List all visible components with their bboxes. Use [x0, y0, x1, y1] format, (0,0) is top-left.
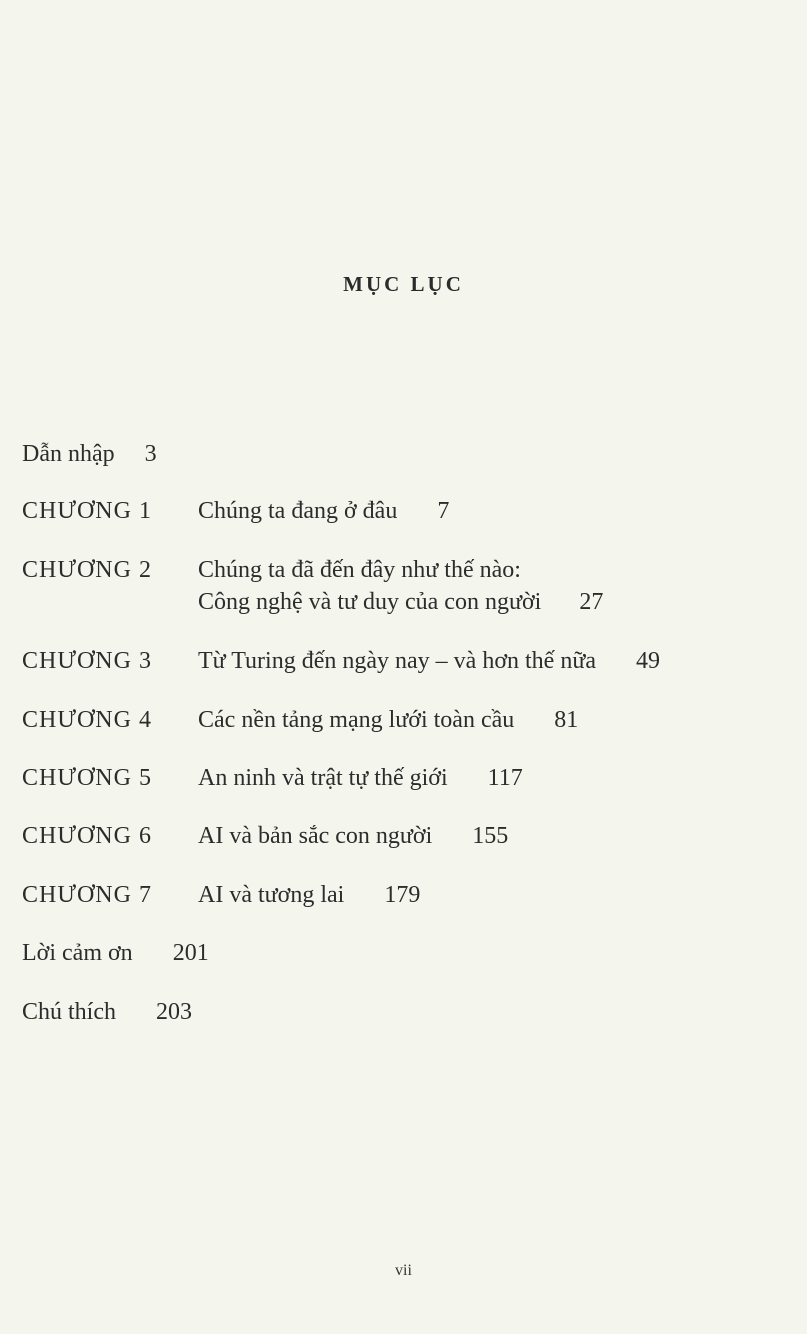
toc-entry-label: Chú thích — [22, 999, 116, 1025]
toc-entry-page: 81 — [554, 707, 579, 733]
chapter-title — [198, 879, 420, 911]
chapter-title — [198, 554, 604, 615]
chapter-label: CHƯƠNG 6 — [22, 823, 152, 849]
chapter-label: CHƯƠNG 1 — [22, 498, 152, 524]
chapter-title-line-1: Chúng ta đã đến đây như thế nào: — [198, 557, 521, 583]
chapter-label: CHƯƠNG 3 — [22, 648, 152, 674]
chapter-title-text: Chúng ta đang ở đâu — [198, 498, 398, 524]
chapter-title — [198, 645, 660, 677]
toc-entry-page: 3 — [144, 441, 157, 467]
toc-entry-page: 27 — [579, 589, 604, 615]
chapter-title-text: AI và bản sắc con người — [198, 823, 433, 849]
toc-entry-page: 201 — [172, 940, 209, 966]
chapter-title-text: AI và tương lai — [198, 882, 345, 908]
toc-entry-page: 7 — [437, 498, 450, 524]
chapter-title-text: Các nền tảng mạng lưới toàn cầu — [198, 707, 515, 733]
page-number: vii — [395, 1262, 412, 1279]
chapter-title — [198, 704, 578, 736]
chapter-title-line-2: Công nghệ và tư duy của con người — [198, 589, 542, 615]
chapter-label: CHƯƠNG 4 — [22, 707, 152, 733]
chapter-title — [198, 820, 508, 852]
chapter-title — [198, 762, 523, 794]
chapter-title-text: Từ Turing đến ngày nay – và hơn thế nữa — [198, 648, 596, 674]
toc-entry-introduction — [22, 438, 157, 470]
toc-entry-page: 117 — [487, 765, 523, 791]
toc-entry-page: 203 — [156, 999, 192, 1025]
chapter-label: CHƯƠNG 2 — [22, 557, 152, 583]
chapter-title-text: An ninh và trật tự thế giới — [198, 765, 448, 791]
chapter-label: CHƯƠNG 5 — [22, 765, 152, 791]
toc-entry-notes — [22, 996, 192, 1028]
toc-entry-acknowledgements — [22, 937, 209, 969]
chapter-label: CHƯƠNG 7 — [22, 882, 152, 908]
toc-entry-page: 49 — [636, 648, 660, 674]
toc-entry-label: Dẫn nhập — [22, 441, 115, 467]
toc-entry-page: 179 — [384, 882, 421, 908]
page-title: MỤC LỤC — [343, 272, 464, 296]
chapter-title — [198, 495, 449, 527]
chapter-title-line-2-wrap — [198, 586, 603, 618]
toc-entry-page: 155 — [472, 823, 509, 849]
toc-entry-label: Lời cảm ơn — [22, 940, 133, 966]
